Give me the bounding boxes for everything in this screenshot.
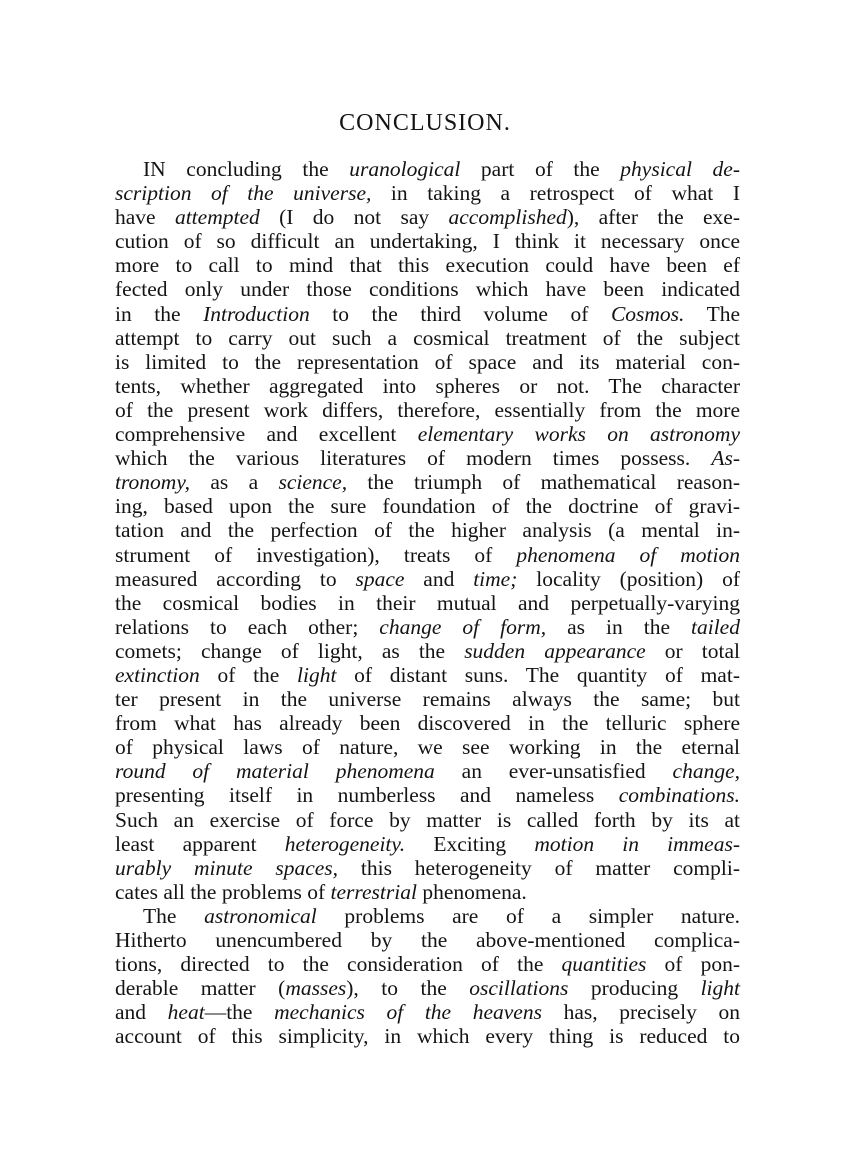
body-text	[115, 157, 740, 1048]
text-line: is limited to the representation of space and its material con-	[115, 349, 740, 374]
text-line: least apparent heterogeneity. Exciting motion in immeas-	[115, 831, 740, 856]
text-line: fected only under those conditions which have been indicated	[115, 277, 740, 302]
text-line: which the various literatures of modern times possess. As-	[115, 446, 740, 471]
text-line: urably minute spaces, this heterogeneity of matter compli-	[115, 855, 741, 880]
text-line: extinction of the light of distant suns. The quantity of mat-	[115, 662, 740, 687]
text-line: Hitherto unencumbered by the above-mentioned complica-	[115, 928, 740, 952]
text-line: ter present in the universe remains always the same; but	[115, 687, 740, 712]
text-line: more to call to mind that this execution could have been ef	[115, 253, 740, 278]
text-line: cution of so difficult an undertaking, I think it necessary once	[115, 229, 740, 254]
text-line: and heat—the mechanics of the heavens has, precisely on	[115, 1000, 741, 1025]
page-title: CONCLUSION.	[339, 110, 511, 136]
text-line: tation and the perfection of the higher analysis (a mental in-	[115, 518, 740, 543]
text-line: in the Introduction to the third volume of Cosmos. The	[115, 301, 741, 326]
text-line: ing, based upon the sure foundation of the doctrine of gravi-	[115, 494, 740, 519]
text-line: attempt to carry out such a cosmical treatment of the subject	[115, 325, 740, 350]
text-line: The astronomical problems are of a simpler nature.	[143, 903, 741, 928]
text-line: of physical laws of nature, we see working in the eternal	[115, 735, 740, 760]
text-line: cates all the problems of terrestrial phenomena.	[115, 879, 527, 904]
text-line: scription of the universe, in taking a retrospect of what I	[115, 181, 740, 206]
text-line: have attempted (I do not say accomplished), after the exe-	[115, 205, 740, 230]
text-line: presenting itself in numberless and nameless combinations.	[115, 783, 740, 808]
text-line: comets; change of light, as the sudden appearance or total	[115, 638, 740, 663]
text-line: comprehensive and excellent elementary works on astronomy	[115, 422, 741, 447]
text-line: tronomy, as a science, the triumph of mathematical reason-	[115, 470, 740, 495]
text-line: of the present work differs, therefore, essentially from the more	[115, 397, 740, 422]
text-line: the cosmical bodies in their mutual and perpetually-varying	[115, 590, 740, 615]
text-line: account of this simplicity, in which every thing is reduced to	[115, 1024, 740, 1049]
text-line: from what has already been discovered in the telluric sphere	[115, 711, 740, 736]
text-line: tents, whether aggregated into spheres or not. The character	[115, 373, 740, 398]
text-line: Such an exercise of force by matter is called forth by its at	[115, 807, 740, 832]
text-line: strument of investigation), treats of phenomena of motion	[115, 542, 740, 567]
text-line: IN concluding the uranological part of the physical de-	[143, 157, 740, 181]
text-line: tions, directed to the consideration of the quantities of pon-	[115, 952, 740, 977]
text-line: round of material phenomena an ever-unsatisfied change,	[115, 759, 740, 784]
text-line: derable matter (masses), to the oscillations producing light	[115, 976, 740, 1001]
text-line: relations to each other; change of form, as in the tailed	[115, 614, 740, 639]
text-line: measured according to space and time; locality (position) of	[115, 566, 740, 591]
